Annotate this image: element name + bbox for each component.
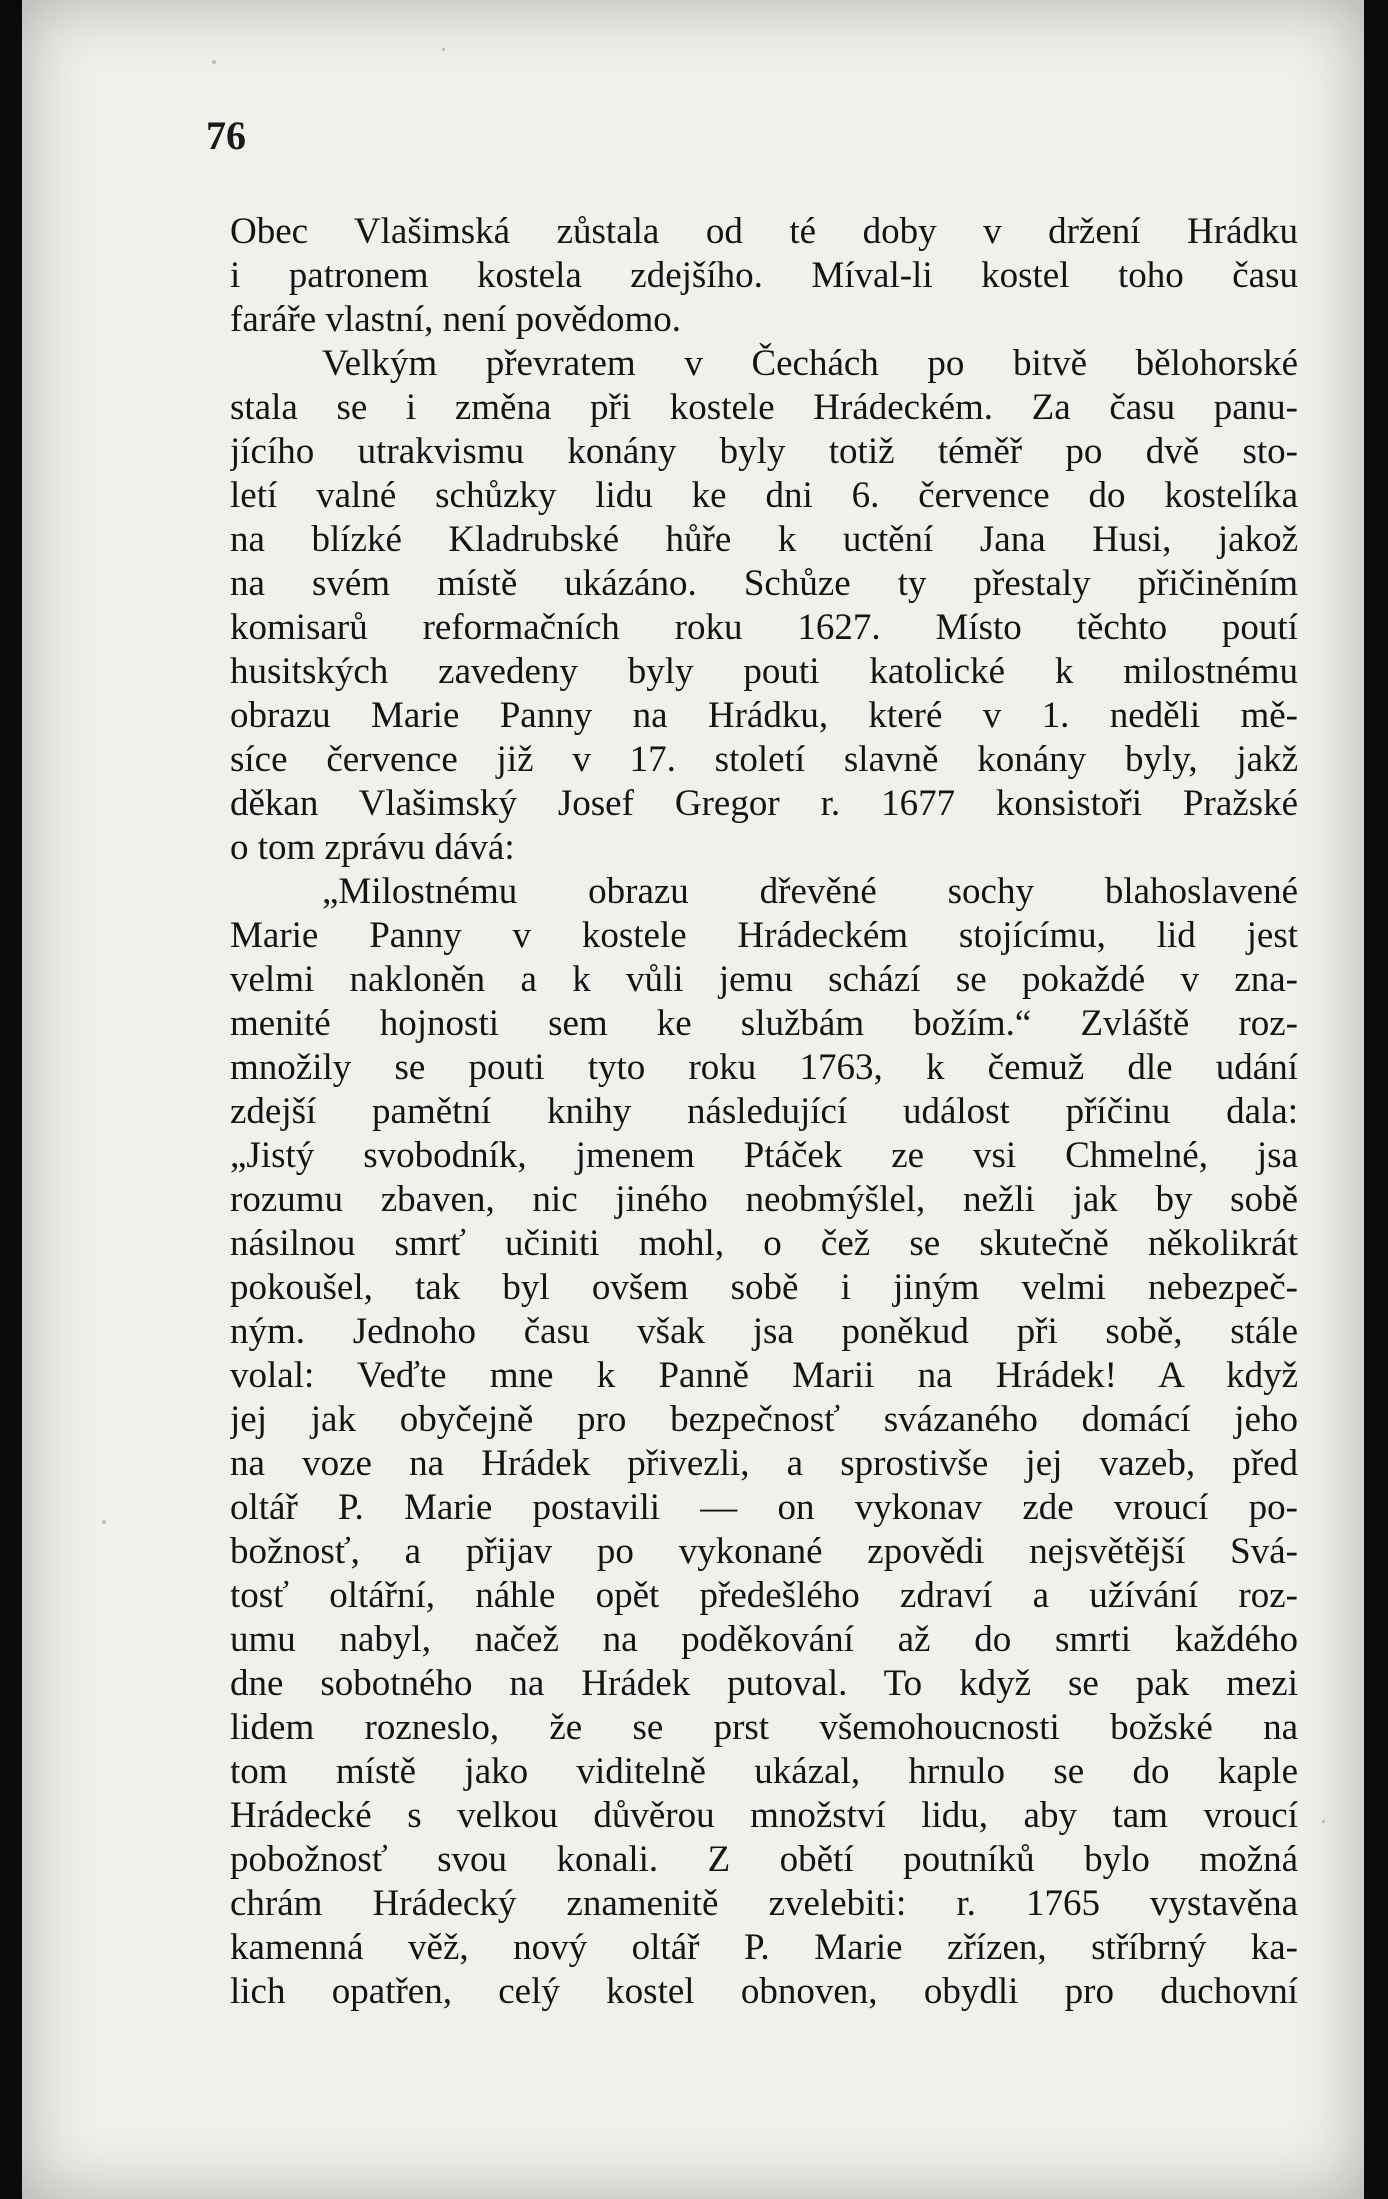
text-line: rozumu zbaven, nic jiného neobmýšlel, nežli jak by sobě xyxy=(230,1179,1298,1220)
text-line: na blízké Kladrubské hůře k uctění Jana Husi, jakož xyxy=(230,519,1298,560)
text-line: božnosť, a přijav po vykonané zpovědi nejsvětější Svá- xyxy=(230,1531,1298,1572)
text-line: o tom zprávu dává: xyxy=(230,827,515,868)
text-line: lich opatřen, celý kostel obnoven, obydli pro duchovní xyxy=(230,1971,1298,2012)
page-number: 76 xyxy=(206,113,246,158)
paper-speck xyxy=(102,1520,106,1524)
book-page xyxy=(22,0,1364,2199)
text-line: volal: Veďte mne k Panně Marii na Hrádek! A když xyxy=(230,1355,1298,1396)
text-line: jícího utrakvismu konány byly totiž téměř po dvě sto- xyxy=(230,431,1298,472)
text-line: pobožnosť svou konali. Z obětí poutníků bylo možná xyxy=(230,1839,1298,1880)
text-line: komisarů reformačních roku 1627. Místo těchto poutí xyxy=(230,607,1298,648)
text-line: umu nabyl, načež na poděkování až do smrti každého xyxy=(230,1619,1298,1660)
text-line: „Jistý svobodník, jmenem Ptáček ze vsi Chmelné, jsa xyxy=(230,1135,1298,1176)
text-line: „Milostnému obrazu dřevěné sochy blahoslavené xyxy=(322,871,1298,912)
text-line: stala se i změna při kostele Hrádeckém. Za času panu- xyxy=(230,387,1298,428)
text-line: dne sobotného na Hrádek putoval. To když se pak mezi xyxy=(230,1663,1298,1704)
text-line: Obec Vlašimská zůstala od té doby v držení Hrádku xyxy=(230,211,1298,252)
text-line: tosť oltářní, náhle opět předešlého zdraví a užívání roz- xyxy=(230,1575,1298,1616)
text-line: i patronem kostela zdejšího. Míval-li kostel toho času xyxy=(230,255,1298,296)
paper-speck xyxy=(1322,1820,1325,1823)
text-line: velmi nakloněn a k vůli jemu schází se pokaždé v zna- xyxy=(230,959,1298,1000)
text-line: oltář P. Marie postavili — on vykonav zde vroucí po- xyxy=(230,1487,1298,1528)
text-line: tom místě jako viditelně ukázal, hrnulo se do kaple xyxy=(230,1751,1298,1792)
text-line: Hrádecké s velkou důvěrou množství lidu, aby tam vroucí xyxy=(230,1795,1298,1836)
text-line: kamenná věž, nový oltář P. Marie zřízen, stříbrný ka- xyxy=(230,1927,1298,1968)
text-line: pokoušel, tak byl ovšem sobě i jiným velmi nebezpeč- xyxy=(230,1267,1298,1308)
text-line: Velkým převratem v Čechách po bitvě bělohorské xyxy=(322,343,1298,384)
text-line: husitských zavedeny byly pouti katolické k milostnému xyxy=(230,651,1298,692)
text-line: Marie Panny v kostele Hrádeckém stojícímu, lid jest xyxy=(230,915,1298,956)
text-line: obrazu Marie Panny na Hrádku, které v 1. neděli mě- xyxy=(230,695,1298,736)
text-line: násilnou smrť učiniti mohl, o čež se skutečně několikrát xyxy=(230,1223,1298,1264)
paper-speck xyxy=(212,60,216,64)
text-line: chrám Hrádecký znamenitě zvelebiti: r. 1765 vystavěna xyxy=(230,1883,1298,1924)
text-line: na svém místě ukázáno. Schůze ty přestaly přičiněním xyxy=(230,563,1298,604)
text-line: jej jak obyčejně pro bezpečnosť svázaného domácí jeho xyxy=(230,1399,1298,1440)
text-line: množily se pouti tyto roku 1763, k čemuž dle udání xyxy=(230,1047,1298,1088)
paper-speck xyxy=(442,48,445,51)
text-line: lidem rozneslo, že se prst všemohoucnosti božské na xyxy=(230,1707,1298,1748)
text-line: faráře vlastní, není povědomo. xyxy=(230,299,682,340)
text-line: zdejší pamětní knihy následující událost příčinu dala: xyxy=(230,1091,1298,1132)
text-line: ným. Jednoho času však jsa poněkud při sobě, stále xyxy=(230,1311,1298,1352)
text-line: letí valné schůzky lidu ke dni 6. července do kostelíka xyxy=(230,475,1298,516)
text-line: síce července již v 17. století slavně konány byly, jakž xyxy=(230,739,1298,780)
text-line: na voze na Hrádek přivezli, a sprostivše jej vazeb, před xyxy=(230,1443,1298,1484)
text-line: děkan Vlašimský Josef Gregor r. 1677 konsistoři Pražské xyxy=(230,783,1298,824)
text-line: menité hojnosti sem ke službám božím.“ Zvláště roz- xyxy=(230,1003,1298,1044)
body-text xyxy=(230,210,1298,2014)
